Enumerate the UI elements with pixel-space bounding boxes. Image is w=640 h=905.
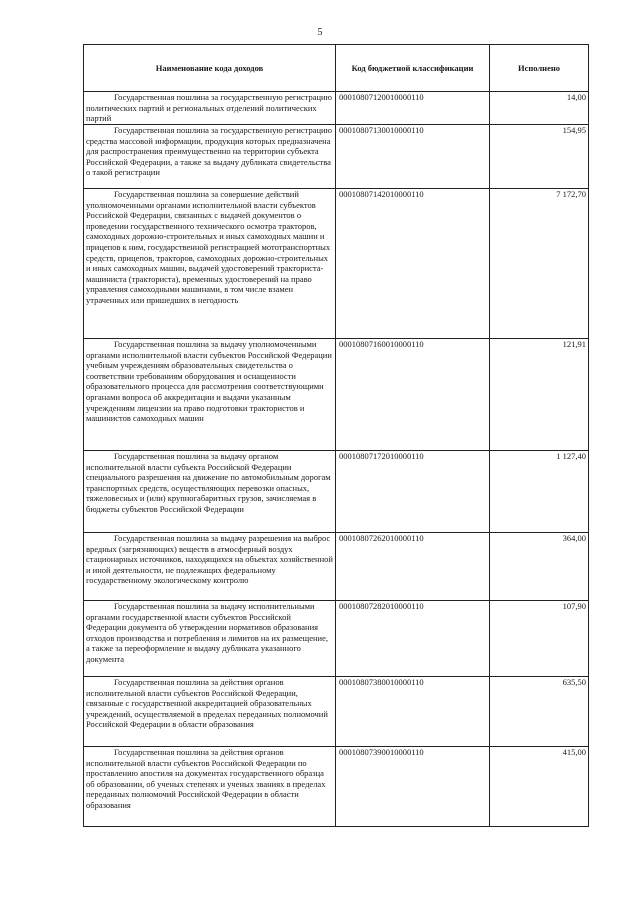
row-code: 00010807160010000110 (336, 339, 490, 451)
row-name: Государственная пошлина за действия органов исполнительной власти субъектов Российской Федерации, связанные с государственной аккредитацией образовательных учреждений, осуществляемой в пределах переданных полномочий Российской Федерации в области образования (84, 677, 336, 747)
header-name: Наименование кода доходов (84, 45, 336, 92)
row-code: 00010807390010000110 (336, 747, 490, 827)
row-value: 14,00 (490, 92, 589, 125)
row-value: 635,50 (490, 677, 589, 747)
table-row (84, 747, 589, 827)
row-code: 00010807380010000110 (336, 677, 490, 747)
header-code: Код бюджетной классификации (336, 45, 490, 92)
table-row (84, 125, 589, 189)
row-name: Государственная пошлина за совершение действий уполномоченными органами исполнительной власти субъектов Российской Федерации, связанных с выдачей документов о проведении государственного технического осмотра тракторов, самоходных дорожно-строительных и иных самоходных машин и прицепов к ним, государственной регистрацией мототранспортных средств, прицепов, тракторов, самоходных дорожно-строительных и иных самоходных машин, выдачей удостоверений тракториста-машиниста (тракториста), временных удостоверений на право управления самоходными машинами, в том числе взамен утраченных или пришедших в негодность (84, 189, 336, 339)
row-value: 107,90 (490, 601, 589, 677)
table-row (84, 189, 589, 339)
row-name: Государственная пошлина за выдачу исполнительными органами государственной власти субъектов Российской Федерации документа об утверждении нормативов образования отходов производства и потребления и лимитов на их размещение, а также за переоформление и выдачу дубликата указанного документа (84, 601, 336, 677)
row-name: Государственная пошлина за выдачу органом исполнительной власти субъекта Российской Федерации специального разрешения на движение по автомобильным дорогам транспортных средств, осуществляющих перевозки опасных, тяжеловесных и (или) крупногабаритных грузов, зачисляемая в бюджеты субъектов Российской Федерации (84, 451, 336, 533)
row-value: 154,95 (490, 125, 589, 189)
row-code: 00010807120010000110 (336, 92, 490, 125)
row-code: 00010807262010000110 (336, 533, 490, 601)
row-code: 00010807282010000110 (336, 601, 490, 677)
header-executed: Исполнено (490, 45, 589, 92)
page-number: 5 (317, 27, 323, 38)
table-row (84, 677, 589, 747)
row-code: 00010807130010000110 (336, 125, 490, 189)
row-code: 00010807142010000110 (336, 189, 490, 339)
revenue-table (83, 44, 589, 827)
row-name: Государственная пошлина за государственную регистрацию средства массовой информации, продукция которых предназначена для распространения преимущественно на территории субъекта Российской Федерации, а также за выдачу дубликата свидетельства о такой регистрации (84, 125, 336, 189)
table-row (84, 339, 589, 451)
row-name: Государственная пошлина за государственную регистрацию политических партий и региональных отделений политических партий (84, 92, 336, 125)
row-name: Государственная пошлина за выдачу уполномоченными органами исполнительной власти субъектов Российской Федерации учебным учреждениям образовательных свидетельства о соответствии требованиям оборудования и оснащенности образовательного процесса для рассмотрения соответствующими органами вопроса об аккредитации и выдачи указанным учреждениям лицензии на право подготовки трактористов и машинистов самоходных машин (84, 339, 336, 451)
row-value: 364,00 (490, 533, 589, 601)
table-row (84, 533, 589, 601)
table-row (84, 601, 589, 677)
table-header-row (84, 45, 589, 92)
row-value: 415,00 (490, 747, 589, 827)
row-name: Государственная пошлина за выдачу разрешения на выброс вредных (загрязняющих) веществ в атмосферный воздух стационарных источников, находящихся на объектах хозяйственной и иной деятельности, не подлежащих федеральному государственному экологическому контролю (84, 533, 336, 601)
table-row (84, 451, 589, 533)
row-code: 00010807172010000110 (336, 451, 490, 533)
table-row (84, 92, 589, 125)
row-value: 121,91 (490, 339, 589, 451)
row-value: 1 127,40 (490, 451, 589, 533)
row-value: 7 172,70 (490, 189, 589, 339)
row-name: Государственная пошлина за действия органов исполнительной власти субъектов Российской Федерации по проставлению апостиля на документах государственного образца об образовании, об ученых степенях и ученых званиях в пределах переданных полномочий Российской Федерации в области образования (84, 747, 336, 827)
